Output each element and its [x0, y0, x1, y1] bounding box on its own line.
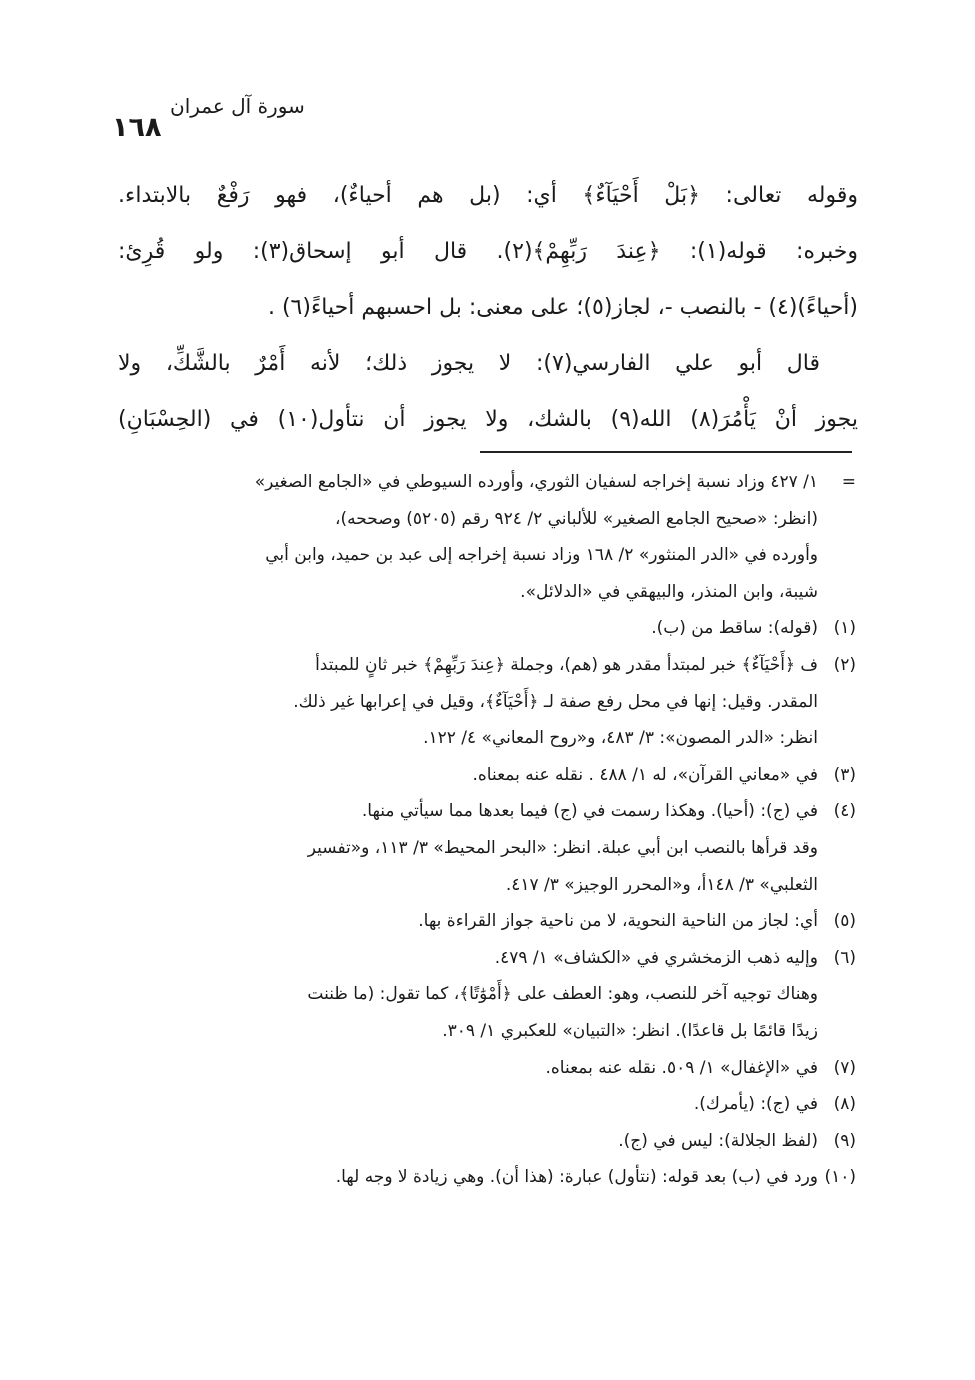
footnote-marker: (٥)	[833, 911, 856, 932]
footnote-text: المقدر. وقيل: إنها في محل رفع صفة لـ ﴿أَحْيَآءٌ﴾، وقيل في إعرابها غير ذلك.	[293, 691, 818, 712]
footnote-text: (قوله): ساقط من (ب).	[651, 618, 818, 639]
footnote-marker: (٢)	[833, 654, 856, 675]
footnote-text: في «معاني القرآن»، له ١/ ٤٨٨ . نقله عنه بمعناه.	[472, 764, 818, 785]
footnote-line	[118, 1013, 856, 1050]
footnote-text: وإليه ذهب الزمخشري في «الكشاف» ١/ ٤٧٩.	[494, 947, 818, 968]
footnote-text: الثعلبي» ٣/ ١٤٨أ، و«المحرر الوجيز» ٣/ ٤١٧.	[505, 874, 818, 895]
footnote-marker	[818, 720, 856, 757]
footnote-marker: (٨)	[833, 1094, 856, 1115]
footnote-text: شيبة، وابن المنذر، والبيهقي في «الدلائل».	[520, 581, 818, 602]
footnote-line	[118, 501, 856, 538]
footnote-line	[118, 793, 856, 830]
footnote-line	[118, 757, 856, 794]
footnote-marker	[818, 684, 856, 721]
footnote-text: ف ﴿أَحْيَآءٌ﴾ خبر لمبتدأ مقدر هو (هم)، وجملة ﴿عِندَ رَبِّهِمْ﴾ خبر ثانٍ للمبتدأ	[315, 654, 818, 675]
main-text-line: يجوز أنْ يَأْمُرَ(٨) الله(٩) بالشك، ولا يجوز أن نتأول(١٠) في (الحِسْبَانِ)	[118, 407, 858, 432]
running-header-title: سورة آل عمران	[170, 94, 305, 118]
footnote-text: في (ج): (أحيا). وهكذا رسمت في (ج) فيما بعدها مما سيأتي منها.	[361, 801, 818, 822]
footnote-line	[118, 940, 856, 977]
footnote-marker	[818, 976, 856, 1013]
main-text	[118, 168, 858, 448]
footnote-text: أي: لجاز من الناحية النحوية، لا من ناحية جواز القراءة بها.	[418, 911, 818, 932]
footnote-marker	[818, 574, 856, 611]
footnote-marker	[818, 537, 856, 574]
footnotes	[118, 464, 856, 1196]
footnote-text: وأورده في «الدر المنثور» ٢/ ١٦٨ وزاد نسبة إخراجه إلى عبد بن حميد، وابن أبي	[265, 545, 818, 566]
footnote-text: في (ج): (يأمرك).	[693, 1094, 818, 1115]
footnote-marker	[818, 501, 856, 538]
footnote-marker: =	[841, 472, 856, 492]
footnote-marker: (٩)	[833, 1130, 856, 1151]
footnote-line	[118, 464, 856, 501]
footnote-line	[118, 684, 856, 721]
footnote-line	[118, 976, 856, 1013]
footnote-text: ورد في (ب) بعد قوله: (نتأول) عبارة: (هذا أن). وهي زيادة لا وجه لها.	[335, 1167, 818, 1188]
footnote-line	[118, 1050, 856, 1087]
footnote-line	[118, 1159, 856, 1196]
footnote-marker	[818, 1013, 856, 1050]
footnote-line	[118, 1086, 856, 1123]
footnote-line	[118, 867, 856, 904]
footnote-line	[118, 574, 856, 611]
footnote-marker	[818, 830, 856, 867]
footnote-text: وقد قرأها بالنصب ابن أبي عبلة. انظر: «البحر المحيط» ٣/ ١١٣، و«تفسير	[307, 837, 818, 858]
main-text-line: وقوله تعالى: ﴿بَلْ أَحْيَآءٌ﴾ أي: (بل هم أحياءٌ)، فهو رَفْعٌ بالابتداء.	[118, 183, 858, 208]
footnote-marker: (١)	[833, 618, 856, 639]
footnote-marker: (٦)	[833, 947, 856, 968]
footnote-line	[118, 903, 856, 940]
footnote-line	[118, 1123, 856, 1160]
footnote-marker: (١٠)	[824, 1167, 856, 1188]
footnote-line	[118, 647, 856, 684]
footnote-text: (انظر: «صحيح الجامع الصغير» للألباني ٢/ ٩٢٤ رقم (٥٢٠٥) وصححه)،	[335, 508, 818, 529]
footnote-text: وهناك توجيه آخر للنصب، وهو: العطف على ﴿أَمْوَٰتًا﴾، كما تقول: (ما ظننت	[307, 984, 818, 1005]
footnote-marker	[818, 867, 856, 904]
footnote-text: ١/ ٤٢٧ وزاد نسبة إخراجه لسفيان الثوري، وأورده السيوطي في «الجامع الصغير»	[254, 472, 818, 492]
main-text-line: (أحياءً)(٤) - بالنصب -، لجاز(٥)؛ على معنى: بل احسبهم أحياءً(٦) .	[267, 295, 858, 320]
footnote-marker: (٣)	[833, 764, 856, 785]
footnote-marker: (٧)	[833, 1057, 856, 1078]
footnote-line	[118, 537, 856, 574]
main-text-line: قال أبو علي الفارسي(٧): لا يجوز ذلك؛ لأنه أَمْرٌ بالشَّكِّ، ولا	[118, 351, 821, 376]
footnote-text: (لفظ الجلالة): ليس في (ج).	[618, 1130, 818, 1151]
footnote-separator	[480, 451, 852, 453]
page-number: ١٦٨	[112, 112, 162, 143]
footnote-line	[118, 720, 856, 757]
footnote-line	[118, 610, 856, 647]
footnote-text: انظر: «الدر المصون»: ٣/ ٤٨٣، و«روح المعاني» ٤/ ١٢٢.	[423, 728, 818, 749]
footnote-text: زيدًا قائمًا بل قاعدًا). انظر: «التبيان» للعكبري ١/ ٣٠٩.	[442, 1020, 818, 1041]
footnote-line	[118, 830, 856, 867]
main-text-line: وخبره: قوله(١): ﴿عِندَ رَبِّهِمْ﴾(٢). قال أبو إسحاق(٣): ولو قُرِئ:	[118, 239, 858, 264]
footnote-marker: (٤)	[833, 801, 856, 822]
footnote-text: في «الإغفال» ١/ ٥٠٩. نقله عنه بمعناه.	[545, 1057, 818, 1078]
